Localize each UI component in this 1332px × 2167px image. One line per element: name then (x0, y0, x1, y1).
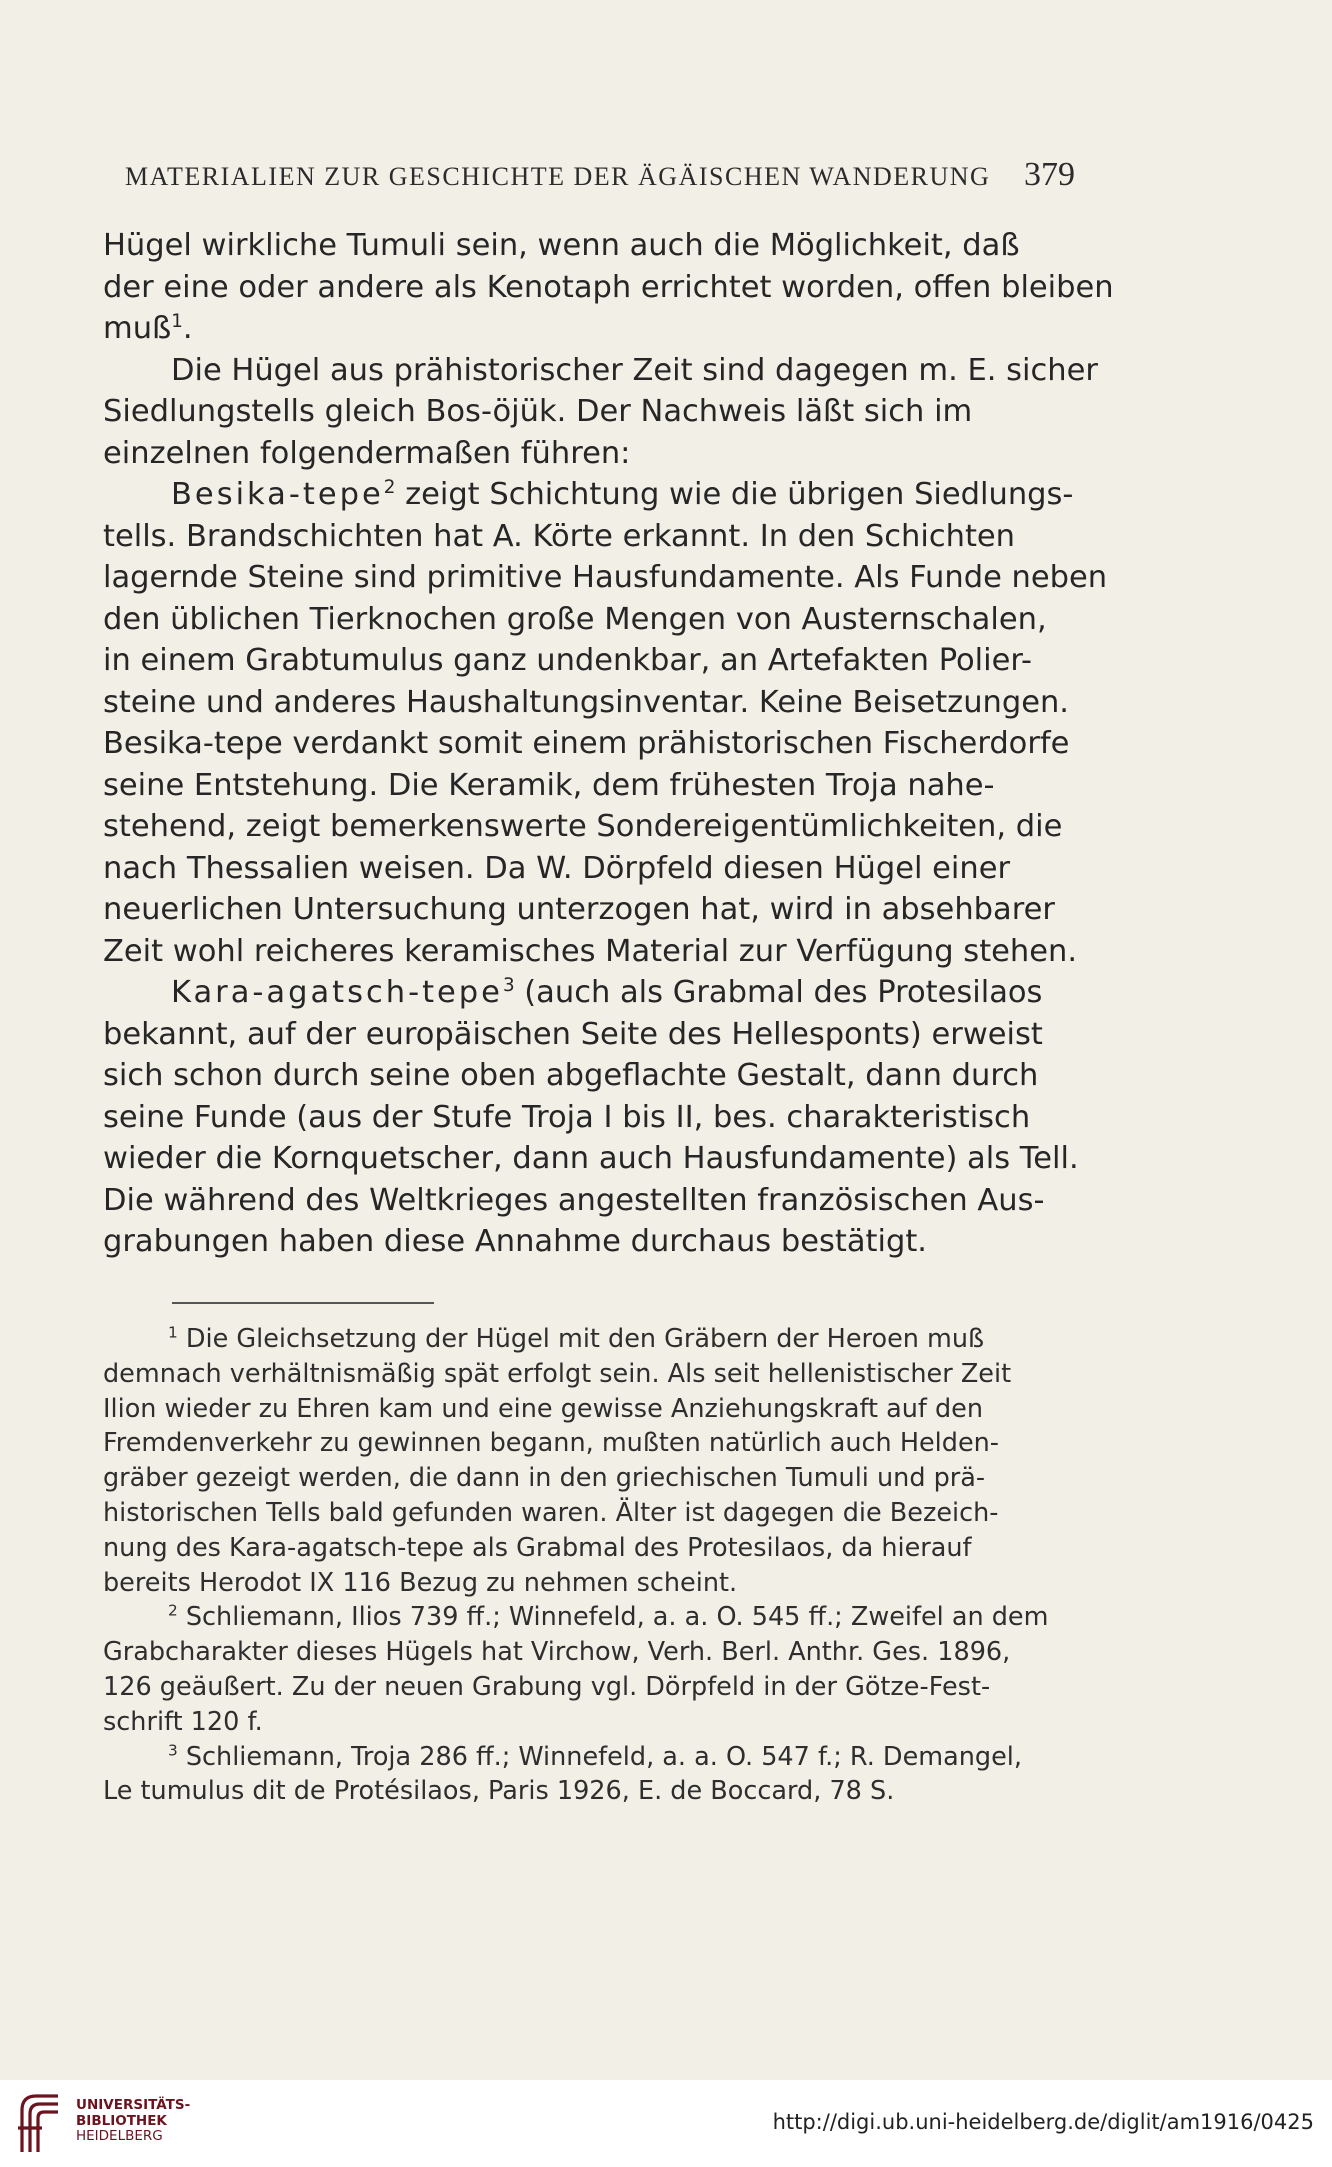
body-line: stehend, zeigt bemerkenswerte Sondereigentümlichkeiten, die (103, 809, 1063, 844)
footnote-line: Le tumulus dit de Protésilaos, Paris 1926, E. de Boccard, 78 S. (103, 1776, 895, 1807)
body-line: der eine oder andere als Kenotaph errichtet worden, offen bleiben (103, 269, 1114, 305)
footnote-line: historischen Tells bald gefunden waren. Älter ist dagegen die Bezeich- (103, 1497, 999, 1528)
university-library-logo-icon (14, 2088, 66, 2160)
library-line: BIBLIOTHEK (76, 2112, 167, 2129)
body-line: einzelnen folgendermaßen führen: (103, 435, 631, 471)
footnote-line: Ilion wieder zu Ehren kam und eine gewisse Anziehungskraft auf den (103, 1393, 984, 1424)
body-line (103, 474, 1073, 516)
body-line (103, 308, 1073, 350)
library-line: HEIDELBERG (76, 2128, 163, 2144)
footnote-line: demnach verhältnismäßig spät erfolgt sein. Als seit hellenistischer Zeit (103, 1358, 1012, 1389)
body-line (103, 972, 1073, 1014)
footnote-line: schrift 120 f. (103, 1706, 263, 1737)
page-number: 379 (1024, 156, 1075, 193)
footnote-line (103, 1322, 1073, 1357)
footnote-mark-3: 3 (168, 1741, 178, 1760)
body-line: steine und anderes Haushaltungsinventar. Keine Beisetzungen. (103, 684, 1070, 720)
site-name-kara-agatsch: Kara-agatsch-tepe (171, 975, 503, 1010)
footnote-text: Schliemann, Ilios 739 ff.; Winnefeld, a. a. O. 545 ff.; Zweifel an dem (185, 1602, 1049, 1633)
body-line: Siedlungstells gleich Bos-öjük. Der Nachweis läßt sich im (103, 394, 973, 429)
footnotes (103, 1322, 1073, 1809)
site-name-besika: Besika-tepe (171, 477, 384, 512)
footnote-divider (172, 1302, 434, 1304)
body-line: Besika-tepe verdankt somit einem prähistorischen Fischerdorfe (103, 726, 1070, 761)
footnote-mark-2: 2 (168, 1601, 178, 1620)
footnote-mark-1: 1 (168, 1323, 178, 1342)
period: . (182, 311, 193, 346)
running-title: MATERIALIEN ZUR GESCHICHTE DER ÄGÄISCHEN WANDERUNG (125, 162, 991, 191)
library-name (76, 2098, 190, 2145)
body-line: nach Thessalien weisen. Da W. Dörpfeld diesen Hügel einer (103, 850, 1011, 886)
body-line: sich schon durch seine oben abgeflachte Gestalt, dann durch (103, 1058, 1039, 1093)
footnote-line (103, 1740, 1073, 1775)
body-text (103, 225, 1114, 1263)
body-line: bekannt, auf der europäischen Seite des Hellesponts) erweist (103, 1016, 1043, 1052)
footnote-text: Schliemann, Troja 286 ff.; Winnefeld, a. a. O. 547 f.; R. Demangel, (185, 1741, 1022, 1772)
footnote-line: Grabcharakter dieses Hügels hat Virchow, Verh. Berl. Anthr. Ges. 1896, (103, 1637, 1011, 1668)
footnote-line: Fremdenverkehr zu gewinnen begann, mußten natürlich auch Helden- (103, 1428, 999, 1459)
footnote-line: nung des Kara-agatsch-tepe als Grabmal des Protesilaos, da hierauf (103, 1532, 972, 1563)
body-line-text: muß (103, 311, 172, 346)
footnote-line: gräber gezeigt werden, die dann in den griechischen Tumuli und prä- (103, 1463, 986, 1494)
footnote-ref-2[interactable]: 2 (383, 476, 396, 498)
body-line: Die Hügel aus prähistorischer Zeit sind dagegen m. E. sicher (171, 352, 1098, 388)
body-line: seine Funde (aus der Stufe Troja I bis II, bes. charakteristisch (103, 1099, 1031, 1135)
footnote-text: Die Gleichsetzung der Hügel mit den Gräbern der Heroen muß (185, 1324, 985, 1354)
library-line: UNIVERSITÄTS- (76, 2097, 191, 2113)
body-line: Zeit wohl reicheres keramisches Material zur Verfügung stehen. (103, 933, 1078, 969)
footnote-line: bereits Herodot IX 116 Bezug zu nehmen scheint. (103, 1567, 738, 1598)
body-line: lagernde Steine sind primitive Hausfundamente. Als Funde neben (103, 560, 1108, 595)
body-line: Die während des Weltkrieges angestellten französischen Aus- (103, 1182, 1045, 1218)
body-line: seine Entstehung. Die Keramik, dem frühesten Troja nahe- (103, 767, 995, 803)
body-line: in einem Grabtumulus ganz undenkbar, an Artefakten Polier- (103, 643, 1032, 678)
footnote-ref-3[interactable]: 3 (502, 974, 515, 996)
body-line: den üblichen Tierknochen große Mengen von Austernschalen, (103, 601, 1047, 637)
body-line: neuerlichen Untersuchung unterzogen hat, wird in absehbarer (103, 892, 1055, 927)
footnote-ref-1[interactable]: 1 (171, 310, 183, 332)
body-line: wieder die Kornquetscher, dann auch Hausfundamente) als Tell. (103, 1141, 1079, 1176)
body-line-text: (auch als Grabmal des Protesilaos (524, 975, 1043, 1010)
footnote-line (103, 1600, 1073, 1635)
body-line-text: zeigt Schichtung wie die übrigen Siedlungs- (405, 477, 1074, 512)
body-line: Hügel wirkliche Tumuli sein, wenn auch die Möglichkeit, daß (103, 228, 1020, 263)
body-line: tells. Brandschichten hat A. Körte erkannt. In den Schichten (103, 518, 1015, 554)
source-url-link[interactable]: http://digi.ub.uni-heidelberg.de/diglit/am1916/0425 (772, 2110, 1314, 2134)
footnote-line: 126 geäußert. Zu der neuen Grabung vgl. Dörpfeld in der Götze-Fest- (103, 1671, 991, 1702)
body-line: grabungen haben diese Annahme durchaus bestätigt. (103, 1224, 927, 1259)
